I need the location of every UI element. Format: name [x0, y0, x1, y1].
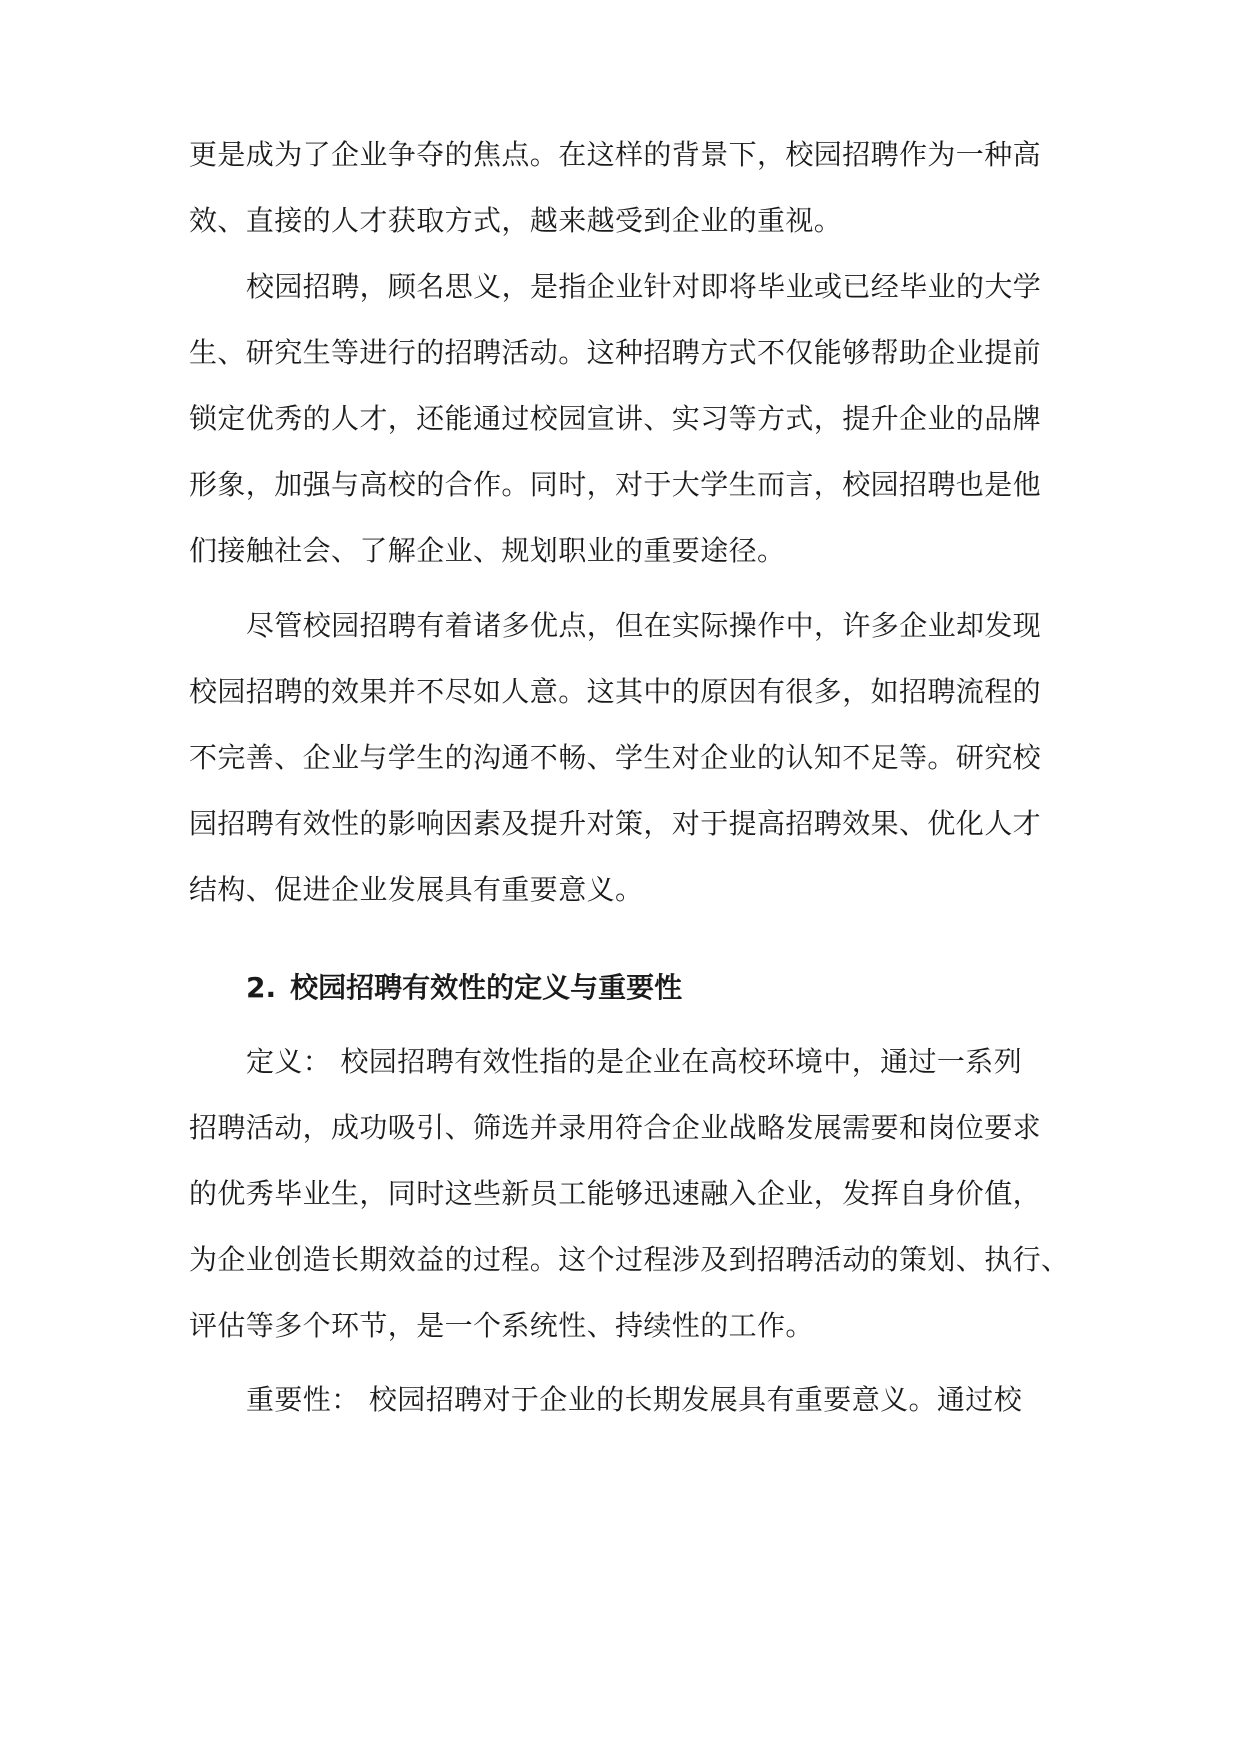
paragraph-line: 生、研究生等进行的招聘活动。这种招聘方式不仅能够帮助企业提前 — [189, 336, 1042, 369]
paragraph-line: 的优秀毕业生，同时这些新员工能够迅速融入企业，发挥自身价值， — [189, 1177, 1042, 1210]
paragraph-line: 重要性： 校园招聘对于企业的长期发展具有重要意义。通过校 — [246, 1383, 1023, 1416]
section-title: 校园招聘有效性的定义与重要性 — [290, 971, 683, 1004]
paragraph-line: 效、直接的人才获取方式，越来越受到企业的重视。 — [189, 204, 843, 237]
paragraph-line: 尽管校园招聘有着诸多优点，但在实际操作中，许多企业却发现 — [246, 609, 1042, 642]
paragraph-line: 评估等多个环节，是一个系统性、持续性的工作。 — [189, 1309, 814, 1342]
paragraph-line: 招聘活动，成功吸引、筛选并录用符合企业战略发展需要和岗位要求 — [189, 1111, 1042, 1144]
paragraph-line: 为企业创造长期效益的过程。这个过程涉及到招聘活动的策划、执行、 — [189, 1243, 1070, 1276]
paragraph-line: 不完善、企业与学生的沟通不畅、学生对企业的认知不足等。研究校 — [189, 741, 1042, 774]
paragraph-line: 园招聘有效性的影响因素及提升对策，对于提高招聘效果、优化人才 — [189, 807, 1042, 840]
paragraph-line: 结构、促进企业发展具有重要意义。 — [189, 873, 644, 906]
paragraph-line: 们接触社会、了解企业、规划职业的重要途径。 — [189, 534, 786, 567]
paragraph-line: 校园招聘的效果并不尽如人意。这其中的原因有很多，如招聘流程的 — [189, 675, 1042, 708]
paragraph-line: 定义： 校园招聘有效性指的是企业在高校环境中，通过一系列 — [246, 1045, 1023, 1078]
paragraph-line: 锁定优秀的人才，还能通过校园宣讲、实习等方式，提升企业的品牌 — [189, 402, 1042, 435]
paragraph-line: 更是成为了企业争夺的焦点。在这样的背景下，校园招聘作为一种高 — [189, 138, 1042, 171]
paragraph-line: 形象，加强与高校的合作。同时，对于大学生而言，校园招聘也是他 — [189, 468, 1042, 501]
section-number: 2. — [246, 971, 277, 1004]
paragraph-line: 校园招聘，顾名思义，是指企业针对即将毕业或已经毕业的大学 — [246, 270, 1042, 303]
section-heading — [246, 965, 1046, 1011]
